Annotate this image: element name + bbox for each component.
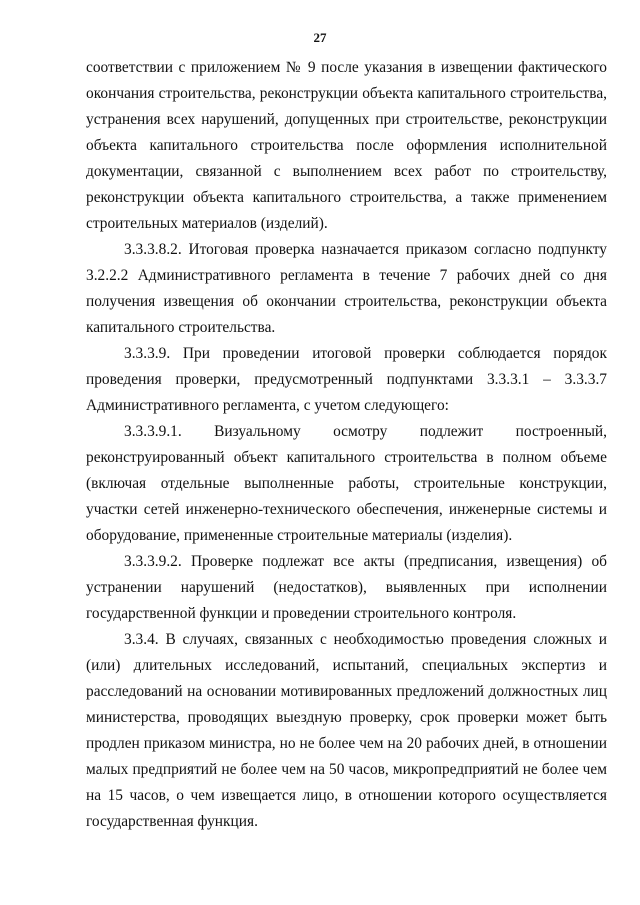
- paragraph-3-3-3-8-2: 3.3.3.8.2. Итоговая проверка назначается приказом согласно подпункту 3.2.2.2 Административного регламента в течение 7 рабочих дней со дня получения извещения об окончании строительства, реконструкции объекта капитального строительства.: [86, 241, 607, 336]
- paragraph-continuation: соответствии с приложением № 9 после указания в извещении фактического окончания строительства, реконструкции объекта капитального строительства, устранения всех нарушений, допущенных при строительстве, реконструкции объекта капитального строительства после оформления исполнительной документации, связанной с выполнением всех работ по строительству, реконструкции объекта капитального строительства, а также применением строительных материалов (изделий).: [86, 59, 607, 232]
- paragraph-3-3-3-9-1: 3.3.3.9.1. Визуальному осмотру подлежит построенный, реконструированный объект капитального строительства в полном объеме (включая отдельные выполненные работы, строительные конструкции, участки сетей инженерно-технического обеспечения, инженерные системы и оборудование, примененные строительные материалы (изделия).: [86, 423, 607, 544]
- paragraph-3-3-3-9-2: 3.3.3.9.2. Проверке подлежат все акты (предписания, извещения) об устранении нарушений (недостатков), выявленных при исполнении государственной функции и проведении строительного контроля.: [86, 553, 607, 622]
- paragraph-3-3-3-9: 3.3.3.9. При проведении итоговой проверки соблюдается порядок проведения проверки, предусмотренный подпунктами 3.3.3.1 – 3.3.3.7 Административного регламента, с учетом следующего:: [86, 345, 607, 414]
- page-number: 27: [313, 30, 327, 45]
- document-body: [86, 55, 607, 835]
- paragraph-3-3-4: 3.3.4. В случаях, связанных с необходимостью проведения сложных и (или) длительных исследований, испытаний, специальных экспертиз и расследований на основании мотивированных предложений должностных лиц министерства, проводящих выездную проверку, срок проверки может быть продлен приказом министра, но не более чем на 20 рабочих дней, в отношении малых предприятий не более чем на 50 часов, микропредприятий не более чем на 15 часов, о чем извещается лицо, в отношении которого осуществляется государственная функция.: [86, 631, 607, 830]
